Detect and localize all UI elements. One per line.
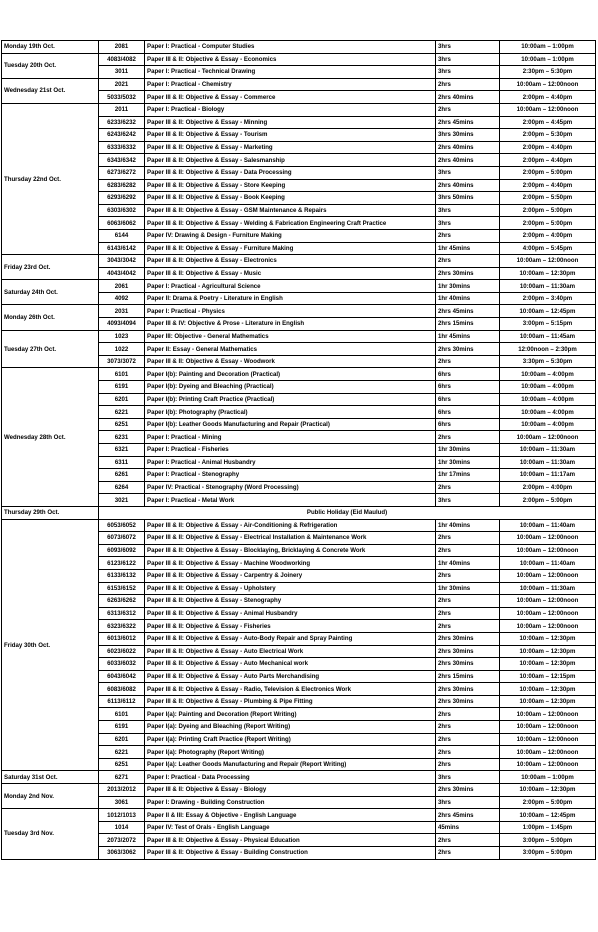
paper-duration: 2hrs xyxy=(436,431,500,444)
paper-time: 10:00am – 12:00noon xyxy=(500,78,596,91)
paper-time: 10:00am – 11:30am xyxy=(500,444,596,457)
paper-code: 6191 xyxy=(99,381,145,394)
paper-duration: 6hrs xyxy=(436,381,500,394)
paper-duration: 2hrs xyxy=(436,620,500,633)
paper-title: Paper III & II: Objective & Essay - Furniture Making xyxy=(145,242,436,255)
paper-code: 3043/3042 xyxy=(99,255,145,268)
paper-time: 2:00pm – 4:40pm xyxy=(500,91,596,104)
paper-title: Paper I(a): Printing Craft Practice (Report Writing) xyxy=(145,733,436,746)
paper-code: 6063/6062 xyxy=(99,217,145,230)
paper-duration: 2hrs 45mins xyxy=(436,809,500,822)
paper-title: Paper III & II: Objective & Essay - Electrical Installation & Maintenance Work xyxy=(145,532,436,545)
paper-time: 2:00pm – 5:00pm xyxy=(500,166,596,179)
paper-code: 6343/6342 xyxy=(99,154,145,167)
table-row xyxy=(2,771,596,784)
paper-time: 2:00pm – 4:40pm xyxy=(500,179,596,192)
paper-code: 6123/6122 xyxy=(99,557,145,570)
paper-title: Paper III & II: Objective & Essay - Auto-Body Repair and Spray Painting xyxy=(145,632,436,645)
paper-title: Paper II: Essay - General Mathematics xyxy=(145,343,436,356)
paper-time: 10:00am – 11:30am xyxy=(500,456,596,469)
paper-duration: 2hrs xyxy=(436,847,500,860)
table-row xyxy=(2,280,596,293)
paper-time: 2:00pm – 4:00pm xyxy=(500,481,596,494)
paper-code: 6101 xyxy=(99,368,145,381)
paper-code: 6143/6142 xyxy=(99,242,145,255)
paper-time: 2:00pm – 5:00pm xyxy=(500,217,596,230)
paper-duration: 1hr 30mins xyxy=(436,456,500,469)
paper-duration: 1hr 45mins xyxy=(436,242,500,255)
paper-code: 6101 xyxy=(99,708,145,721)
paper-time: 10:00am – 11:17am xyxy=(500,469,596,482)
paper-code: 6323/6322 xyxy=(99,620,145,633)
paper-time: 3:00pm – 5:00pm xyxy=(500,834,596,847)
paper-title: Paper III & II: Objective & Essay - Fisheries xyxy=(145,620,436,633)
paper-duration: 1hr 40mins xyxy=(436,557,500,570)
paper-title: Paper I: Practical - Animal Husbandry xyxy=(145,456,436,469)
paper-title: Paper I: Practical - Physics xyxy=(145,305,436,318)
paper-time: 2:00pm – 4:40pm xyxy=(500,154,596,167)
paper-duration: 2hrs xyxy=(436,544,500,557)
paper-code: 6133/6132 xyxy=(99,569,145,582)
paper-duration: 2hrs 15mins xyxy=(436,318,500,331)
paper-duration: 2hrs 45mins xyxy=(436,116,500,129)
paper-code: 1014 xyxy=(99,821,145,834)
paper-duration: 3hrs xyxy=(436,41,500,54)
paper-time: 10:00am – 12:00noon xyxy=(500,620,596,633)
paper-title: Paper III & II: Objective & Essay - Store Keeping xyxy=(145,179,436,192)
paper-time: 2:00pm – 5:00pm xyxy=(500,494,596,507)
paper-duration: 2hrs xyxy=(436,834,500,847)
paper-code: 6333/6332 xyxy=(99,141,145,154)
paper-time: 10:00am – 11:40am xyxy=(500,519,596,532)
paper-title: Paper III & II: Objective & Essay - Blocklaying, Bricklaying & Concrete Work xyxy=(145,544,436,557)
paper-title: Paper III & II: Objective & Essay - Data Processing xyxy=(145,166,436,179)
paper-code: 6113/6112 xyxy=(99,695,145,708)
paper-title: Paper III & II: Objective & Essay - Auto Electrical Work xyxy=(145,645,436,658)
exam-date: Saturday 24th Oct. xyxy=(2,280,99,305)
paper-duration: 3hrs 30mins xyxy=(436,129,500,142)
table-row xyxy=(2,305,596,318)
paper-duration: 1hr 30mins xyxy=(436,582,500,595)
paper-code: 2011 xyxy=(99,103,145,116)
paper-code: 6221 xyxy=(99,746,145,759)
paper-duration: 2hrs xyxy=(436,229,500,242)
paper-time: 10:00am – 12:45pm xyxy=(500,809,596,822)
paper-time: 10:00am – 4:00pm xyxy=(500,418,596,431)
paper-duration: 1hr 40mins xyxy=(436,292,500,305)
paper-duration: 2hrs xyxy=(436,758,500,771)
paper-title: Paper I(b): Painting and Decoration (Practical) xyxy=(145,368,436,381)
paper-code: 6053/6052 xyxy=(99,519,145,532)
paper-duration: 2hrs 30mins xyxy=(436,658,500,671)
paper-title: Paper I(b): Photography (Practical) xyxy=(145,406,436,419)
paper-duration: 2hrs 30mins xyxy=(436,343,500,356)
paper-time: 10:00am – 12:00noon xyxy=(500,733,596,746)
paper-time: 2:00pm – 5:00pm xyxy=(500,204,596,217)
paper-time: 10:00am – 4:00pm xyxy=(500,406,596,419)
paper-duration: 3hrs xyxy=(436,796,500,809)
paper-title: Paper III & II: Objective & Essay - Machine Woodworking xyxy=(145,557,436,570)
paper-time: 10:00am – 12:30pm xyxy=(500,267,596,280)
paper-duration: 3hrs xyxy=(436,771,500,784)
paper-code: 6264 xyxy=(99,481,145,494)
paper-duration: 2hrs 30mins xyxy=(436,632,500,645)
paper-duration: 2hrs 45mins xyxy=(436,305,500,318)
paper-title: Paper I(b): Leather Goods Manufacturing and Repair (Practical) xyxy=(145,418,436,431)
paper-code: 2021 xyxy=(99,78,145,91)
paper-title: Paper III & II: Objective & Essay - Carpentry & Joinery xyxy=(145,569,436,582)
exam-date: Monday 19th Oct. xyxy=(2,41,99,54)
paper-title: Paper I: Practical - Metal Work xyxy=(145,494,436,507)
table-row xyxy=(2,78,596,91)
paper-code: 6303/6302 xyxy=(99,204,145,217)
paper-title: Paper III & II: Objective & Essay - Physical Education xyxy=(145,834,436,847)
paper-duration: 3hrs 50mins xyxy=(436,192,500,205)
paper-duration: 1hr 30mins xyxy=(436,444,500,457)
paper-duration: 2hrs 30mins xyxy=(436,683,500,696)
paper-title: Paper III & II: Objective & Essay - Building Construction xyxy=(145,847,436,860)
paper-time: 10:00am – 12:30pm xyxy=(500,784,596,797)
paper-duration: 3hrs xyxy=(436,204,500,217)
paper-duration: 2hrs 40mins xyxy=(436,154,500,167)
paper-title: Paper III & II: Objective & Essay - Upholstery xyxy=(145,582,436,595)
paper-time: 3:30pm – 5:30pm xyxy=(500,355,596,368)
paper-code: 6023/6022 xyxy=(99,645,145,658)
paper-duration: 1hr 17mins xyxy=(436,469,500,482)
paper-duration: 2hrs xyxy=(436,481,500,494)
paper-time: 12:00noon – 2:30pm xyxy=(500,343,596,356)
paper-code: 6311 xyxy=(99,456,145,469)
paper-code: 6083/6082 xyxy=(99,683,145,696)
paper-time: 4:00pm – 5:45pm xyxy=(500,242,596,255)
table-row xyxy=(2,330,596,343)
paper-time: 10:00am – 12:00noon xyxy=(500,595,596,608)
paper-title: Paper IV: Practical - Stenography (Word Processing) xyxy=(145,481,436,494)
paper-time: 10:00am – 12:30pm xyxy=(500,658,596,671)
paper-code: 4043/4042 xyxy=(99,267,145,280)
paper-time: 10:00am – 12:00noon xyxy=(500,569,596,582)
paper-title: Paper III & II: Objective & Essay - Auto Mechanical work xyxy=(145,658,436,671)
table-row xyxy=(2,103,596,116)
paper-code: 3061 xyxy=(99,796,145,809)
paper-title: Paper I: Practical - Agricultural Science xyxy=(145,280,436,293)
paper-duration: 1hr 30mins xyxy=(436,280,500,293)
paper-code: 6293/6292 xyxy=(99,192,145,205)
paper-duration: 2hrs xyxy=(436,532,500,545)
paper-title: Paper III & II: Objective & Essay - Economics xyxy=(145,53,436,66)
paper-title: Paper III & II: Objective & Essay - Welding & Fabrication Engineering Craft Practice xyxy=(145,217,436,230)
paper-title: Paper I(a): Leather Goods Manufacturing and Repair (Report Writing) xyxy=(145,758,436,771)
paper-title: Paper III & II: Objective & Essay - Stenography xyxy=(145,595,436,608)
paper-duration: 6hrs xyxy=(436,368,500,381)
paper-title: Paper I: Practical - Chemistry xyxy=(145,78,436,91)
paper-code: 6144 xyxy=(99,229,145,242)
paper-title: Paper III & II: Objective & Essay - Marketing xyxy=(145,141,436,154)
paper-code: 6271 xyxy=(99,771,145,784)
paper-time: 10:00am – 12:30pm xyxy=(500,695,596,708)
exam-date: Tuesday 20th Oct. xyxy=(2,53,99,78)
paper-duration: 3hrs xyxy=(436,494,500,507)
paper-title: Paper I: Practical - Technical Drawing xyxy=(145,66,436,79)
paper-time: 3:00pm – 5:00pm xyxy=(500,847,596,860)
exam-date: Thursday 22nd Oct. xyxy=(2,103,99,254)
paper-duration: 3hrs xyxy=(436,66,500,79)
paper-title: Paper II: Drama & Poetry - Literature in English xyxy=(145,292,436,305)
paper-code: 6313/6312 xyxy=(99,607,145,620)
paper-title: Paper III & IV: Objective & Prose - Literature in English xyxy=(145,318,436,331)
table-row xyxy=(2,809,596,822)
table-row xyxy=(2,53,596,66)
paper-time: 10:00am – 1:00pm xyxy=(500,41,596,54)
paper-duration: 2hrs xyxy=(436,78,500,91)
paper-title: Paper I(a): Painting and Decoration (Report Writing) xyxy=(145,708,436,721)
paper-code: 6073/6072 xyxy=(99,532,145,545)
timetable-body xyxy=(2,41,596,860)
exam-date: Friday 23rd Oct. xyxy=(2,255,99,280)
paper-title: Paper III & II: Objective & Essay - Plumbing & Pipe Fitting xyxy=(145,695,436,708)
paper-duration: 1hr 40mins xyxy=(436,519,500,532)
paper-title: Paper III & II: Objective & Essay - Radio, Television & Electronics Work xyxy=(145,683,436,696)
exam-timetable xyxy=(1,40,596,860)
paper-code: 4093/4094 xyxy=(99,318,145,331)
paper-code: 1012/1013 xyxy=(99,809,145,822)
paper-duration: 2hrs 30mins xyxy=(436,267,500,280)
paper-time: 10:00am – 12:00noon xyxy=(500,607,596,620)
paper-code: 6201 xyxy=(99,393,145,406)
paper-time: 3:00pm – 5:15pm xyxy=(500,318,596,331)
paper-code: 6283/6282 xyxy=(99,179,145,192)
paper-time: 2:00pm – 5:30pm xyxy=(500,129,596,142)
paper-duration: 2hrs 30mins xyxy=(436,645,500,658)
holiday-row xyxy=(2,506,596,519)
paper-code: 6201 xyxy=(99,733,145,746)
paper-time: 10:00am – 11:40am xyxy=(500,557,596,570)
paper-title: Paper III & II: Objective & Essay - Book Keeping xyxy=(145,192,436,205)
paper-title: Paper I(b): Dyeing and Bleaching (Practical) xyxy=(145,381,436,394)
table-row xyxy=(2,784,596,797)
paper-code: 6321 xyxy=(99,444,145,457)
paper-title: Paper I: Practical - Data Processing xyxy=(145,771,436,784)
paper-time: 10:00am – 4:00pm xyxy=(500,381,596,394)
paper-code: 3011 xyxy=(99,66,145,79)
paper-title: Paper I: Practical - Biology xyxy=(145,103,436,116)
paper-title: Paper III: Objective - General Mathematics xyxy=(145,330,436,343)
paper-duration: 2hrs xyxy=(436,255,500,268)
paper-duration: 2hrs 30mins xyxy=(436,695,500,708)
paper-code: 4083/4082 xyxy=(99,53,145,66)
paper-code: 6013/6012 xyxy=(99,632,145,645)
paper-duration: 2hrs xyxy=(436,708,500,721)
paper-code: 2073/2072 xyxy=(99,834,145,847)
exam-date: Monday 26th Oct. xyxy=(2,305,99,330)
paper-code: 6191 xyxy=(99,721,145,734)
paper-duration: 2hrs xyxy=(436,746,500,759)
paper-time: 10:00am – 12:00noon xyxy=(500,103,596,116)
paper-duration: 3hrs xyxy=(436,53,500,66)
paper-time: 10:00am – 4:00pm xyxy=(500,368,596,381)
paper-time: 2:00pm – 3:40pm xyxy=(500,292,596,305)
paper-title: Paper I: Practical - Computer Studies xyxy=(145,41,436,54)
paper-title: Paper I: Practical - Fisheries xyxy=(145,444,436,457)
paper-code: 6273/6272 xyxy=(99,166,145,179)
holiday-label: Public Holiday (Eid Maulud) xyxy=(99,506,596,519)
table-row xyxy=(2,368,596,381)
paper-code: 6263/6262 xyxy=(99,595,145,608)
exam-date: Thursday 29th Oct. xyxy=(2,506,99,519)
paper-code: 6093/6092 xyxy=(99,544,145,557)
paper-code: 3063/3062 xyxy=(99,847,145,860)
paper-code: 6261 xyxy=(99,469,145,482)
table-row xyxy=(2,255,596,268)
paper-title: Paper III & II: Objective & Essay - Commerce xyxy=(145,91,436,104)
paper-title: Paper I: Practical - Mining xyxy=(145,431,436,444)
paper-time: 10:00am – 12:30pm xyxy=(500,683,596,696)
paper-duration: 2hrs xyxy=(436,355,500,368)
paper-code: 4092 xyxy=(99,292,145,305)
paper-time: 10:00am – 12:00noon xyxy=(500,758,596,771)
paper-time: 1:00pm – 1:45pm xyxy=(500,821,596,834)
paper-time: 10:00am – 11:30am xyxy=(500,582,596,595)
paper-duration: 2hrs 15mins xyxy=(436,670,500,683)
paper-time: 10:00am – 1:00pm xyxy=(500,53,596,66)
paper-code: 6233/6232 xyxy=(99,116,145,129)
paper-code: 3021 xyxy=(99,494,145,507)
paper-duration: 3hrs xyxy=(436,217,500,230)
paper-time: 10:00am – 12:30pm xyxy=(500,632,596,645)
paper-code: 2081 xyxy=(99,41,145,54)
paper-duration: 45mins xyxy=(436,821,500,834)
paper-title: Paper III & II: Objective & Essay - Air-Conditioning & Refrigeration xyxy=(145,519,436,532)
paper-duration: 2hrs xyxy=(436,569,500,582)
paper-title: Paper III & II: Objective & Essay - Music xyxy=(145,267,436,280)
paper-time: 10:00am – 11:45am xyxy=(500,330,596,343)
paper-duration: 2hrs 40mins xyxy=(436,179,500,192)
paper-time: 10:00am – 12:45pm xyxy=(500,305,596,318)
exam-date: Wednesday 21st Oct. xyxy=(2,78,99,103)
paper-time: 2:00pm – 4:40pm xyxy=(500,141,596,154)
paper-code: 6251 xyxy=(99,418,145,431)
paper-time: 2:00pm – 4:45pm xyxy=(500,116,596,129)
paper-code: 5033/5032 xyxy=(99,91,145,104)
exam-date: Monday 2nd Nov. xyxy=(2,784,99,809)
paper-duration: 3hrs xyxy=(436,166,500,179)
paper-duration: 2hrs xyxy=(436,103,500,116)
paper-time: 2:00pm – 5:50pm xyxy=(500,192,596,205)
paper-title: Paper III & II: Objective & Essay - Auto Parts Merchandising xyxy=(145,670,436,683)
paper-title: Paper III & II: Objective & Essay - Tourism xyxy=(145,129,436,142)
paper-duration: 2hrs xyxy=(436,721,500,734)
paper-title: Paper I(a): Photography (Report Writing) xyxy=(145,746,436,759)
paper-time: 10:00am – 12:00noon xyxy=(500,721,596,734)
paper-title: Paper I: Practical - Stenography xyxy=(145,469,436,482)
paper-duration: 2hrs 40mins xyxy=(436,91,500,104)
paper-time: 2:00pm – 4:00pm xyxy=(500,229,596,242)
paper-title: Paper III & II: Objective & Essay - Minning xyxy=(145,116,436,129)
paper-time: 10:00am – 4:00pm xyxy=(500,393,596,406)
paper-duration: 6hrs xyxy=(436,406,500,419)
paper-time: 10:00am – 1:00pm xyxy=(500,771,596,784)
paper-code: 6243/6242 xyxy=(99,129,145,142)
paper-code: 6153/6152 xyxy=(99,582,145,595)
paper-duration: 6hrs xyxy=(436,418,500,431)
paper-code: 2031 xyxy=(99,305,145,318)
paper-duration: 2hrs 30mins xyxy=(436,784,500,797)
paper-title: Paper III & II: Objective & Essay - Salesmanship xyxy=(145,154,436,167)
table-row xyxy=(2,41,596,54)
paper-code: 6033/6032 xyxy=(99,658,145,671)
exam-date: Wednesday 28th Oct. xyxy=(2,368,99,507)
paper-time: 10:00am – 12:00noon xyxy=(500,708,596,721)
paper-time: 2:00pm – 5:00pm xyxy=(500,796,596,809)
paper-time: 10:00am – 12:00noon xyxy=(500,431,596,444)
paper-duration: 1hr 45mins xyxy=(436,330,500,343)
paper-title: Paper IV: Drawing & Design - Furniture Making xyxy=(145,229,436,242)
paper-duration: 2hrs xyxy=(436,595,500,608)
paper-code: 3073/3072 xyxy=(99,355,145,368)
paper-duration: 2hrs xyxy=(436,607,500,620)
paper-code: 6043/6042 xyxy=(99,670,145,683)
paper-time: 10:00am – 12:00noon xyxy=(500,532,596,545)
paper-code: 6221 xyxy=(99,406,145,419)
table-row xyxy=(2,519,596,532)
paper-duration: 6hrs xyxy=(436,393,500,406)
paper-code: 1022 xyxy=(99,343,145,356)
paper-duration: 2hrs 40mins xyxy=(436,141,500,154)
paper-title: Paper III & II: Objective & Essay - Biology xyxy=(145,784,436,797)
paper-code: 2061 xyxy=(99,280,145,293)
paper-title: Paper III & II: Objective & Essay - GSM Maintenance & Repairs xyxy=(145,204,436,217)
exam-date: Tuesday 27th Oct. xyxy=(2,330,99,368)
paper-code: 6231 xyxy=(99,431,145,444)
exam-date: Tuesday 3rd Nov. xyxy=(2,809,99,859)
paper-time: 10:00am – 12:15pm xyxy=(500,670,596,683)
paper-time: 10:00am – 12:00noon xyxy=(500,255,596,268)
paper-code: 2013/2012 xyxy=(99,784,145,797)
paper-code: 1023 xyxy=(99,330,145,343)
paper-title: Paper I(a): Dyeing and Bleaching (Report Writing) xyxy=(145,721,436,734)
paper-title: Paper III & II: Objective & Essay - Animal Husbandry xyxy=(145,607,436,620)
paper-title: Paper I(b): Printing Craft Practice (Practical) xyxy=(145,393,436,406)
paper-time: 2:30pm – 5:30pm xyxy=(500,66,596,79)
exam-date: Saturday 31st Oct. xyxy=(2,771,99,784)
paper-time: 10:00am – 11:30am xyxy=(500,280,596,293)
paper-duration: 2hrs xyxy=(436,733,500,746)
paper-time: 10:00am – 12:00noon xyxy=(500,544,596,557)
paper-code: 6251 xyxy=(99,758,145,771)
exam-date: Friday 30th Oct. xyxy=(2,519,99,771)
paper-title: Paper IV: Test of Orals - English Language xyxy=(145,821,436,834)
paper-title: Paper I: Drawing - Building Construction xyxy=(145,796,436,809)
paper-title: Paper III & II: Objective & Essay - Woodwork xyxy=(145,355,436,368)
paper-title: Paper III & II: Objective & Essay - Electronics xyxy=(145,255,436,268)
paper-title: Paper II & III: Essay & Objective - English Language xyxy=(145,809,436,822)
paper-time: 10:00am – 12:30pm xyxy=(500,645,596,658)
paper-time: 10:00am – 12:00noon xyxy=(500,746,596,759)
